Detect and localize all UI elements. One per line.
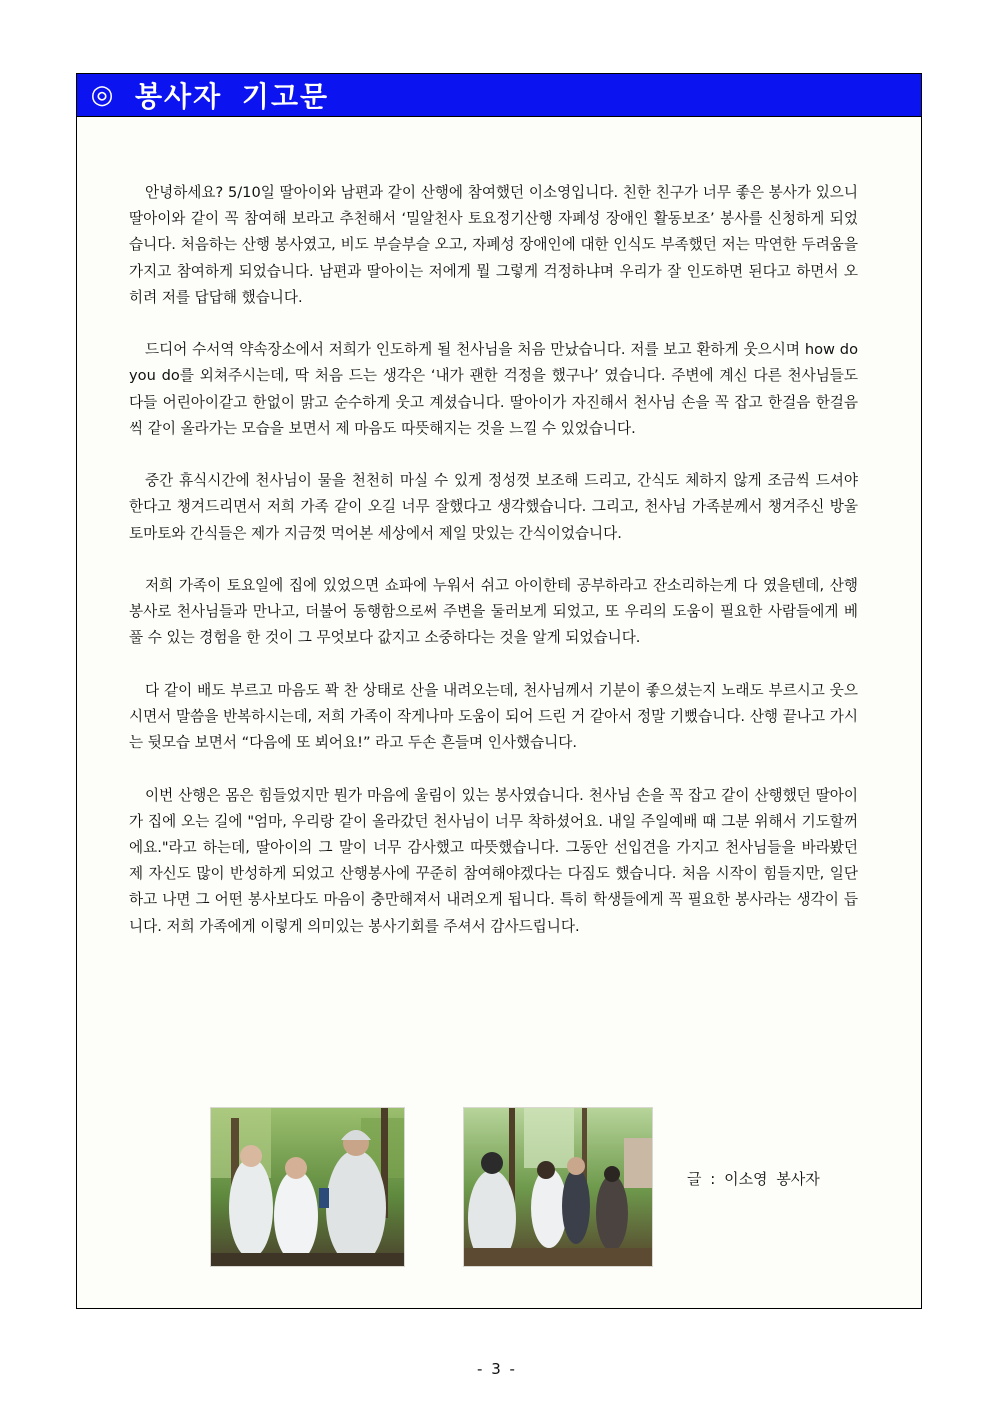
mountain-trail-photo	[463, 1107, 653, 1267]
section-header	[76, 73, 922, 117]
article-body	[129, 180, 858, 966]
paragraph-6: 이번 산행은 몸은 힘들었지만 뭔가 마음에 울림이 있는 봉사였습니다. 천사님 손을 꼭 잡고 같이 산행했던 딸아이가 집에 오는 길에 "엄마, 우리랑 같이 올라갔던 천사님이 너무 착하셨어요. 내일 주일예배 때 그분 위해서 기도할꺼에요."라고 하는데, 딸아이의 그 말이 너무 감사했고 따뜻했습니다. 그동안 선입견을 가지고 천사님들을 바라봤던 제 자신도 많이 반성하게 되었고 산행봉사에 꾸준히 참여해야겠다는 다짐도 했습니다. 처음 시작이 힘들지만, 일단 하고 나면 그 어떤 봉사보다도 마음이 충만해져서 내려오게 됩니다. 특히 학생들에게 꼭 필요한 봉사라는 생각이 듭니다. 저희 가족에게 이렇게 의미있는 봉사기회를 주셔서 감사드립니다.	[129, 786, 858, 935]
paragraph-4: 저희 가족이 토요일에 집에 있었으면 쇼파에 누워서 쉬고 아이한테 공부하라고 잔소리하는게 다 였을텐데, 산행 봉사로 천사님들과 만나고, 더불어 동행함으로써 주변을 둘러보게 되었고, 또 우리의 도움이 필요한 사람들에게 베풀 수 있는 경험을 한 것이 그 무엇보다 값지고 소중하다는 것을 알게 되었습니다.	[129, 577, 858, 647]
paragraph-1: 안녕하세요? 5/10일 딸아이와 남편과 같이 산행에 참여했던 이소영입니다. 친한 친구가 너무 좋은 봉사가 있으니 딸아이와 같이 꼭 참여해 보라고 추천해서 ‘밀알천사 토요정기산행 자폐성 장애인 활동보조’ 봉사를 신청하게 되었습니다. 처음하는 산행 봉사였고, 비도 부슬부슬 오고, 자폐성 장애인에 대한 인식도 부족했던 저는 막연한 두려움을 가지고 참여하게 되었습니다. 남편과 딸아이는 저에게 뭘 그렇게 걱정하냐며 우리가 잘 인도하면 된다고 하면서 오히려 저를 답답해 했습니다.	[129, 184, 858, 306]
paragraph-2: 드디어 수서역 약속장소에서 저희가 인도하게 될 천사님을 처음 만났습니다. 저를 보고 환하게 웃으시며 how do you do를 외쳐주시는데, 딱 처음 드는 생각은 ‘내가 괜한 걱정을 했구나’ 였습니다. 주변에 계신 다른 천사님들도 다들 어린아이같고 한없이 맑고 순수하게 웃고 계셨습니다. 딸아이가 자진해서 천사님 손을 꼭 잡고 한걸음 한걸음씩 같이 올라가는 모습을 보면서 제 마음도 따뜻해지는 것을 느낄 수 있었습니다.	[129, 341, 858, 437]
page-number: - 3 -	[477, 1360, 515, 1378]
double-circle-icon: ◎	[90, 80, 114, 110]
paragraph-3: 중간 휴식시간에 천사님이 물을 천천히 마실 수 있게 정성껏 보조해 드리고, 간식도 체하지 않게 조금씩 드셔야 한다고 챙겨드리면서 저희 가족 같이 오길 너무 잘했다고 생각했습니다. 그리고, 천사님 가족분께서 챙겨주신 방울토마토와 간식들은 제가 지금껏 먹어본 세상에서 제일 맛있는 간식이었습니다.	[129, 472, 858, 542]
volunteer-group-photo	[210, 1107, 405, 1267]
author-byline: 글 : 이소영 봉사자	[687, 1170, 820, 1188]
paragraph-5: 다 같이 배도 부르고 마음도 꽉 찬 상태로 산을 내려오는데, 천사님께서 기분이 좋으셨는지 노래도 부르시고 웃으시면서 말씀을 반복하시는데, 저희 가족이 작게나마 도움이 되어 드린 거 같아서 정말 기뻤습니다. 산행 끝나고 가시는 뒷모습 보면서 “다음에 또 뵈어요!” 라고 두손 흔들며 인사했습니다.	[129, 681, 858, 752]
section-title: 봉사자 기고문	[135, 80, 330, 113]
